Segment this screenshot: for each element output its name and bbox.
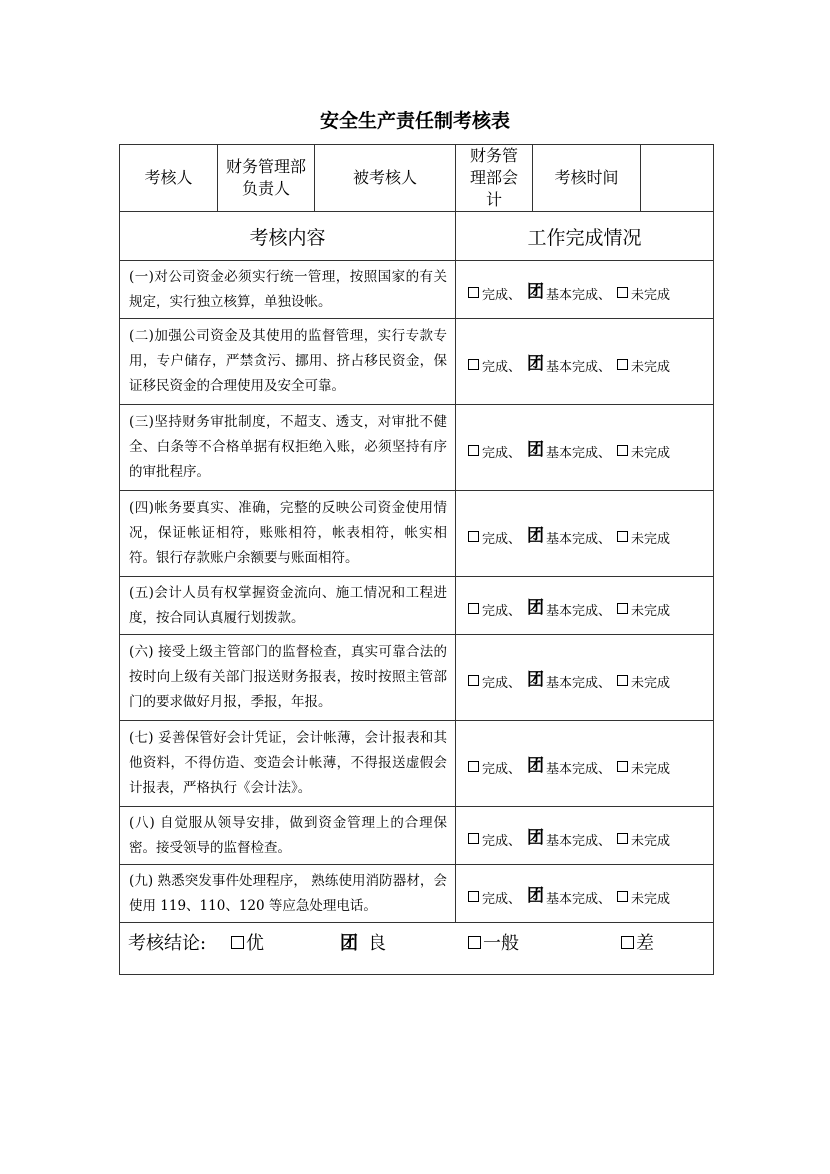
item-status — [456, 491, 714, 577]
checkbox-good-checked[interactable]: 团 — [340, 933, 358, 954]
conclusion-row — [120, 923, 714, 975]
section-header-row — [120, 212, 714, 261]
table-row — [120, 635, 714, 721]
item-status — [456, 807, 714, 865]
table-row — [120, 865, 714, 923]
basic-complete-label: 基本完成、 — [546, 675, 612, 691]
checkbox-incomplete[interactable] — [617, 761, 628, 772]
conclusion-option-good[interactable] — [340, 929, 386, 955]
item-status — [456, 577, 714, 635]
incomplete-label: 未完成 — [631, 359, 671, 375]
item-content: (四)帐务要真实、准确，完整的反映公司资金使用情况，保证帐证相符，账账相符，帐表相符，帐实相符。银行存款账户余额要与账面相符。 — [120, 491, 456, 577]
complete-label: 完成、 — [482, 359, 522, 375]
checkbox-incomplete[interactable] — [617, 359, 628, 370]
basic-complete-label: 基本完成、 — [546, 359, 612, 375]
checkbox-complete[interactable] — [468, 531, 479, 542]
incomplete-label: 未完成 — [631, 761, 671, 777]
table-row — [120, 319, 714, 405]
checkbox-basic-complete-checked[interactable]: 团 — [527, 525, 545, 546]
assessee-value: 财务管理部会计 — [456, 145, 533, 212]
checkbox-basic-complete-checked[interactable]: 团 — [527, 353, 545, 374]
option-poor-label: 差 — [636, 933, 654, 954]
table-row — [120, 577, 714, 635]
checkbox-average[interactable] — [468, 936, 481, 949]
conclusion-label: 考核结论: — [128, 933, 207, 954]
conclusion-option-excellent[interactable] — [231, 929, 264, 955]
item-status — [456, 721, 714, 807]
basic-complete-label: 基本完成、 — [546, 531, 612, 547]
checkbox-poor[interactable] — [621, 936, 634, 949]
assessor-value: 财务管理部负责人 — [218, 145, 315, 212]
checkbox-complete[interactable] — [468, 675, 479, 686]
checkbox-incomplete[interactable] — [617, 675, 628, 686]
checkbox-complete[interactable] — [468, 833, 479, 844]
assessor-label: 考核人 — [120, 145, 218, 212]
checkbox-basic-complete-checked[interactable]: 团 — [527, 827, 545, 848]
checkbox-basic-complete-checked[interactable]: 团 — [527, 885, 545, 906]
checkbox-incomplete[interactable] — [617, 891, 628, 902]
option-excellent-label: 优 — [246, 933, 264, 954]
item-content: (八) 自觉服从领导安排，做到资金管理上的合理保密。接受领导的监督检查。 — [120, 807, 456, 865]
checkbox-basic-complete-checked[interactable]: 团 — [527, 755, 545, 776]
checkbox-excellent[interactable] — [231, 936, 244, 949]
checkbox-complete[interactable] — [468, 761, 479, 772]
checkbox-complete[interactable] — [468, 891, 479, 902]
header-row — [120, 145, 714, 212]
item-status — [456, 319, 714, 405]
table-row — [120, 807, 714, 865]
item-content: (六) 接受上级主管部门的监督检查，真实可靠合法的按时向上级有关部门报送财务报表，按时按照主管部门的要求做好月报，季报，年报。 — [120, 635, 456, 721]
item-status — [456, 261, 714, 319]
assessee-label: 被考核人 — [315, 145, 456, 212]
time-label: 考核时间 — [533, 145, 641, 212]
page-title: 安全生产责任制考核表 — [319, 110, 510, 132]
checkbox-basic-complete-checked[interactable]: 团 — [527, 439, 545, 460]
complete-label: 完成、 — [482, 675, 522, 691]
checkbox-complete[interactable] — [468, 445, 479, 456]
conclusion-option-poor[interactable] — [621, 929, 654, 955]
conclusion-cell — [120, 923, 714, 975]
incomplete-label: 未完成 — [631, 287, 671, 303]
item-status — [456, 865, 714, 923]
basic-complete-label: 基本完成、 — [546, 603, 612, 619]
status-header: 工作完成情况 — [456, 212, 714, 261]
basic-complete-label: 基本完成、 — [546, 287, 612, 303]
content-header: 考核内容 — [120, 212, 456, 261]
complete-label: 完成、 — [482, 761, 522, 777]
table-row — [120, 261, 714, 319]
item-content: (九) 熟悉突发事件处理程序， 熟练使用消防器材，会使用 119、110、120 等应急处理电话。 — [120, 865, 456, 923]
item-content: (一)对公司资金必须实行统一管理，按照国家的有关规定，实行独立核算，单独设帐。 — [120, 261, 456, 319]
option-good-label: 良 — [368, 933, 386, 954]
checkbox-complete[interactable] — [468, 603, 479, 614]
table-row — [120, 405, 714, 491]
basic-complete-label: 基本完成、 — [546, 891, 612, 907]
item-content: (二)加强公司资金及其使用的监督管理，实行专款专用，专户储存，严禁贪污、挪用、挤占移民资金，保证移民资金的合理使用及安全可靠。 — [120, 319, 456, 405]
complete-label: 完成、 — [482, 891, 522, 907]
table-row — [120, 491, 714, 577]
assessment-table — [119, 144, 714, 975]
incomplete-label: 未完成 — [631, 445, 671, 461]
checkbox-incomplete[interactable] — [617, 833, 628, 844]
incomplete-label: 未完成 — [631, 531, 671, 547]
basic-complete-label: 基本完成、 — [546, 445, 612, 461]
complete-label: 完成、 — [482, 445, 522, 461]
time-value[interactable] — [641, 145, 714, 212]
checkbox-incomplete[interactable] — [617, 287, 628, 298]
option-average-label: 一般 — [483, 933, 519, 954]
checkbox-complete[interactable] — [468, 359, 479, 370]
checkbox-incomplete[interactable] — [617, 445, 628, 456]
conclusion-option-average[interactable] — [468, 929, 519, 955]
complete-label: 完成、 — [482, 287, 522, 303]
checkbox-incomplete[interactable] — [617, 531, 628, 542]
item-content: (七) 妥善保管好会计凭证，会计帐薄，会计报表和其他资料，不得仿造、变造会计帐薄，不得报送虚假会计报表，严格执行《会计法》。 — [120, 721, 456, 807]
item-status — [456, 635, 714, 721]
basic-complete-label: 基本完成、 — [546, 833, 612, 849]
checkbox-basic-complete-checked[interactable]: 团 — [527, 597, 545, 618]
item-content: (五)会计人员有权掌握资金流向、施工情况和工程进度，按合同认真履行划拨款。 — [120, 577, 456, 635]
incomplete-label: 未完成 — [631, 603, 671, 619]
item-status — [456, 405, 714, 491]
checkbox-complete[interactable] — [468, 287, 479, 298]
item-content: (三)坚持财务审批制度，不超支、透支，对审批不健全、白条等不合格单据有权拒绝入账，必须坚持有序的审批程序。 — [120, 405, 456, 491]
incomplete-label: 未完成 — [631, 891, 671, 907]
checkbox-basic-complete-checked[interactable]: 团 — [527, 281, 545, 302]
complete-label: 完成、 — [482, 603, 522, 619]
incomplete-label: 未完成 — [631, 675, 671, 691]
checkbox-basic-complete-checked[interactable]: 团 — [527, 669, 545, 690]
checkbox-incomplete[interactable] — [617, 603, 628, 614]
complete-label: 完成、 — [482, 833, 522, 849]
table-row — [120, 721, 714, 807]
complete-label: 完成、 — [482, 531, 522, 547]
basic-complete-label: 基本完成、 — [546, 761, 612, 777]
incomplete-label: 未完成 — [631, 833, 671, 849]
